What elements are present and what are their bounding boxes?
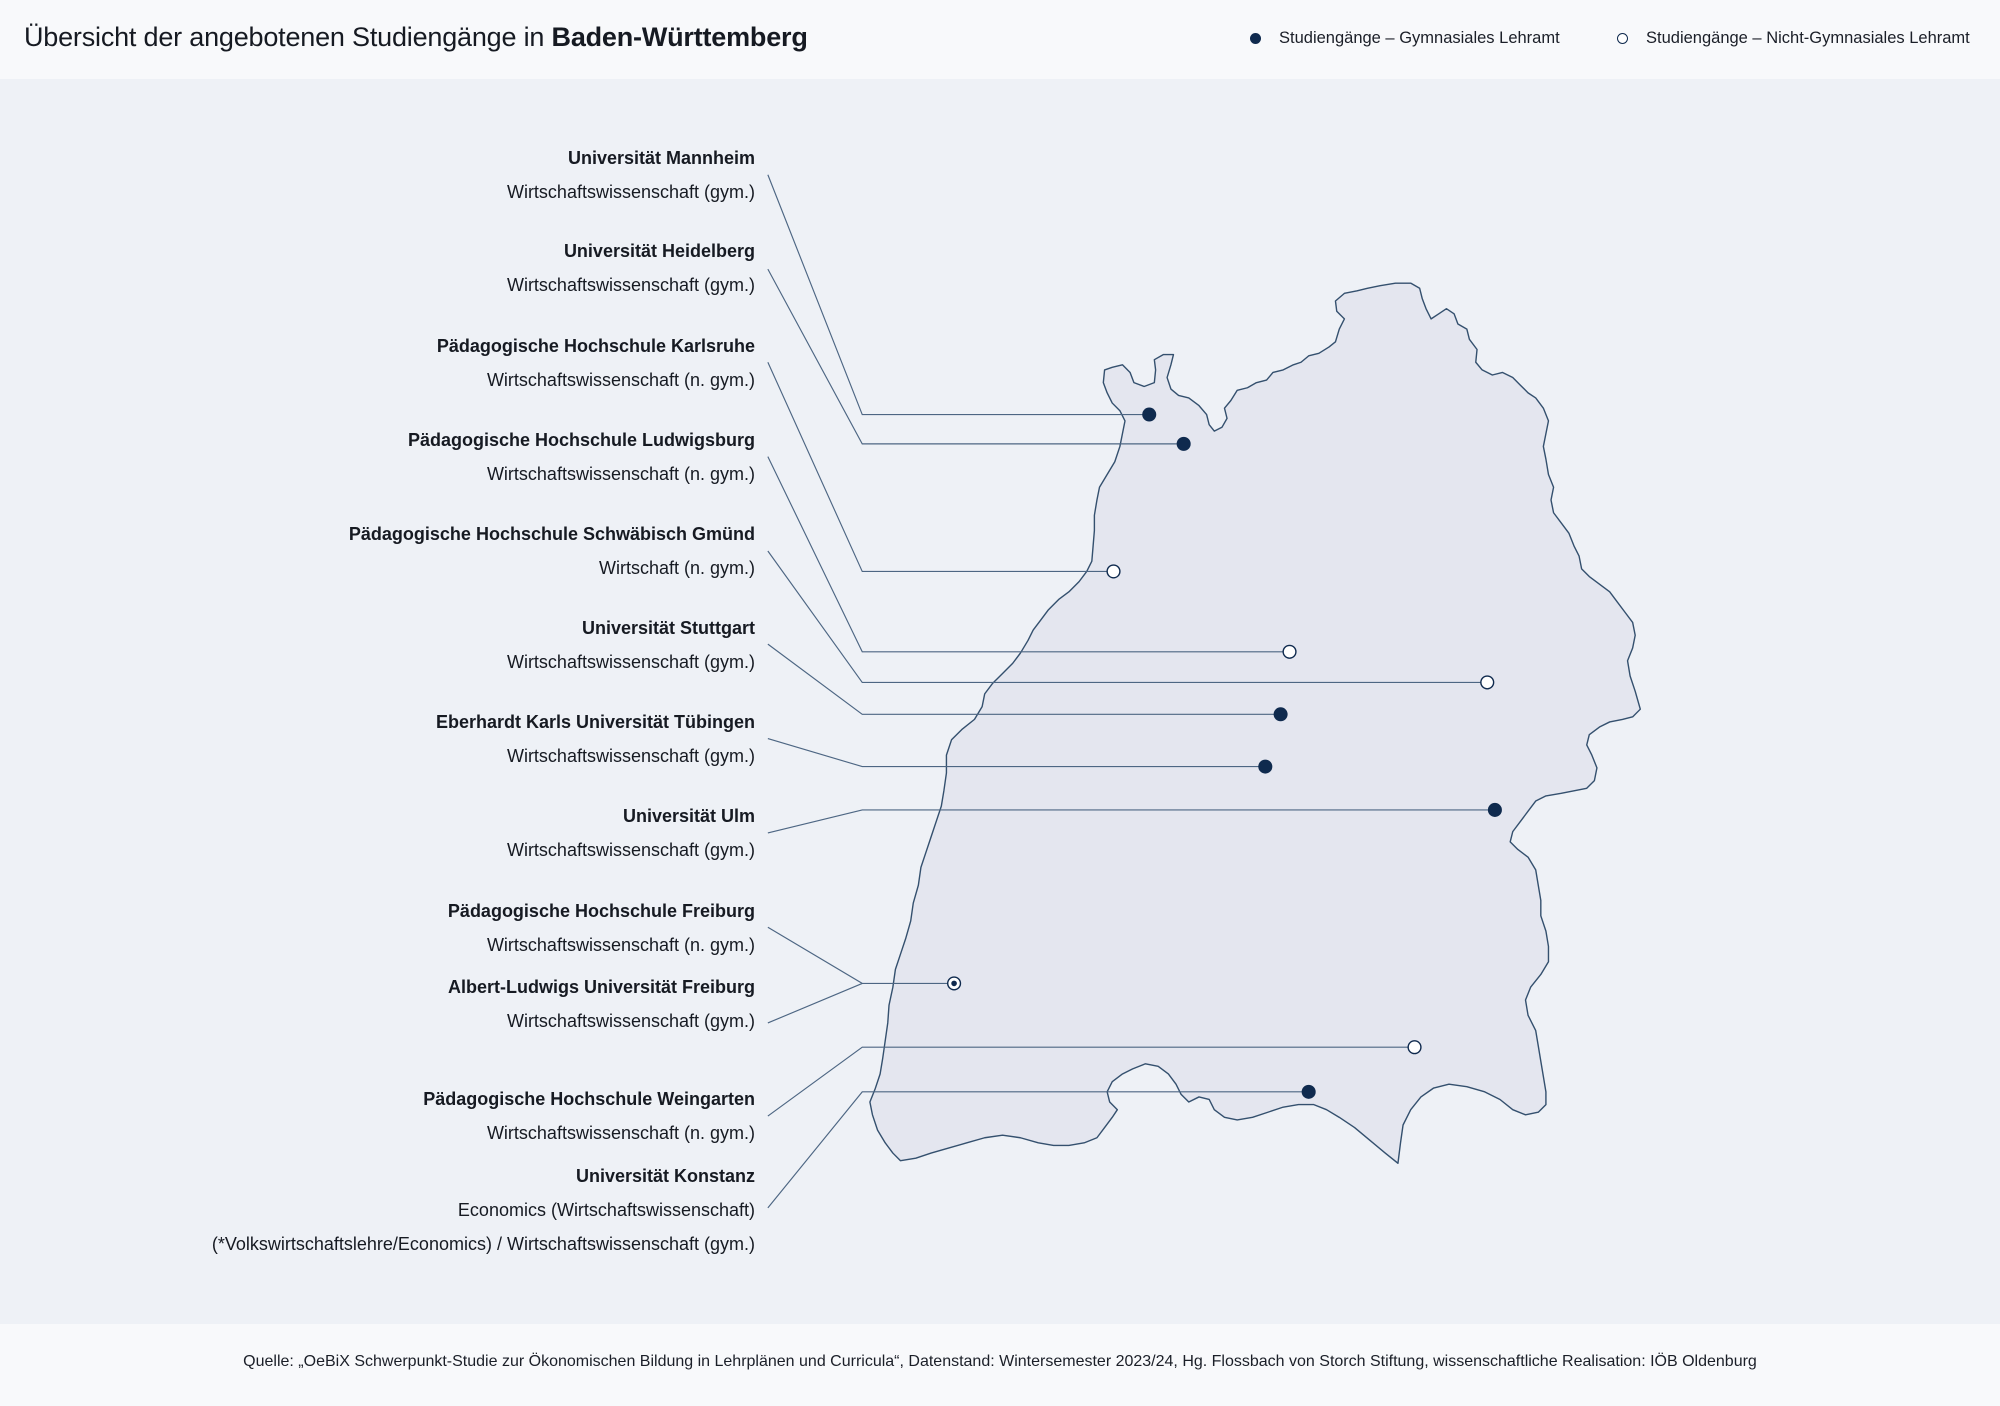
institution-label-ulm — [507, 799, 755, 867]
institution-label-stuttgart — [507, 611, 755, 679]
title-prefix: Übersicht der angebotenen Studiengänge in — [24, 22, 545, 52]
marker-stuttgart — [1274, 707, 1288, 721]
institution-program: Wirtschaftswissenschaft (n. gym.) — [486, 370, 755, 390]
institution-name: Universität Konstanz — [575, 1166, 755, 1186]
marker-mannheim — [1142, 408, 1156, 422]
institution-program: Wirtschaftswissenschaft (n. gym.) — [486, 935, 755, 955]
title-region: Baden-Württemberg — [551, 22, 808, 52]
legend-label-gymnasial: Studiengänge – Gymnasiales Lehramt — [1279, 28, 1560, 47]
connector-line-uni-freiburg — [768, 983, 862, 1023]
institution-name: Pädagogische Hochschule Freiburg — [447, 901, 755, 921]
institution-label-mannheim — [507, 141, 755, 209]
baden-wuerttemberg-map-outline — [870, 283, 1640, 1163]
institution-name: Pädagogische Hochschule Ludwigsburg — [407, 430, 755, 450]
institution-label-ph-schwaebisch-gmuend — [349, 517, 755, 585]
institution-name: Universität Heidelberg — [563, 241, 755, 261]
institution-label-ph-freiburg — [448, 894, 755, 962]
institution-program: Wirtschaftswissenschaft (n. gym.) — [486, 464, 755, 484]
marker-freiburg-inner — [951, 981, 957, 987]
marker-freiburg — [948, 977, 961, 990]
connector-line-mannheim — [768, 175, 1149, 415]
institution-name: Pädagogische Hochschule Karlsruhe — [436, 336, 755, 356]
source-note: Quelle: „OeBiX Schwerpunkt-Studie zur Ökonomischen Bildung in Lehrplänen und Curricula“, Datenstand: Wintersemester 2023/24, Hg. Flossbach von Storch Stiftung, wissenschaftliche Realisation: IÖB Oldenburg — [243, 1353, 1757, 1370]
institution-name: Eberhardt Karls Universität Tübingen — [435, 712, 755, 732]
institution-label-heidelberg — [507, 234, 755, 302]
institution-name: Universität Mannheim — [567, 148, 755, 168]
institution-program: Economics (Wirtschaftswissenschaft) — [457, 1200, 755, 1220]
connector-line-ph-karlsruhe — [768, 362, 1114, 571]
institution-program: Wirtschaftswissenschaft (gym.) — [506, 840, 755, 860]
marker-tuebingen — [1258, 760, 1272, 774]
institution-name: Albert-Ludwigs Universität Freiburg — [447, 977, 755, 997]
institution-program: Wirtschaftswissenschaft (gym.) — [506, 182, 755, 202]
institution-label-ph-karlsruhe — [437, 329, 755, 397]
institution-program: Wirtschaftswissenschaft (n. gym.) — [486, 1123, 755, 1143]
institution-name: Universität Stuttgart — [581, 618, 755, 638]
institution-program: Wirtschaftswissenschaft (gym.) — [506, 652, 755, 672]
institution-program: Wirtschaftswissenschaft (gym.) — [506, 275, 755, 295]
marker-konstanz — [1302, 1085, 1316, 1099]
institution-name: Pädagogische Hochschule Schwäbisch Gmünd — [348, 524, 755, 544]
institution-program: Wirtschaftswissenschaft (gym.) — [506, 746, 755, 766]
marker-ulm — [1488, 803, 1502, 817]
marker-ph-karlsruhe — [1107, 565, 1120, 578]
marker-ph-weingarten — [1408, 1041, 1421, 1054]
marker-ph-schwaebisch-gmuend — [1481, 676, 1494, 689]
institution-label-uni-freiburg — [448, 970, 755, 1038]
institution-name: Pädagogische Hochschule Weingarten — [423, 1089, 755, 1109]
institution-program: (*Volkswirtschaftslehre/Economics) / Wirtschaftswissenschaft (gym.) — [211, 1234, 755, 1254]
institution-label-konstanz — [212, 1159, 755, 1261]
institution-name: Universität Ulm — [622, 806, 755, 826]
marker-heidelberg — [1177, 437, 1191, 451]
connector-line-heidelberg — [768, 269, 1184, 444]
institution-label-tuebingen — [436, 705, 755, 773]
institution-label-ph-ludwigsburg — [408, 423, 755, 491]
institution-program: Wirtschaftswissenschaft (gym.) — [506, 1011, 755, 1031]
marker-ph-ludwigsburg — [1283, 645, 1296, 658]
institution-label-ph-weingarten — [423, 1082, 755, 1150]
legend-label-nicht-gymnasial: Studiengänge – Nicht-Gymnasiales Lehramt — [1646, 28, 1970, 47]
institution-program: Wirtschaft (n. gym.) — [598, 558, 755, 578]
